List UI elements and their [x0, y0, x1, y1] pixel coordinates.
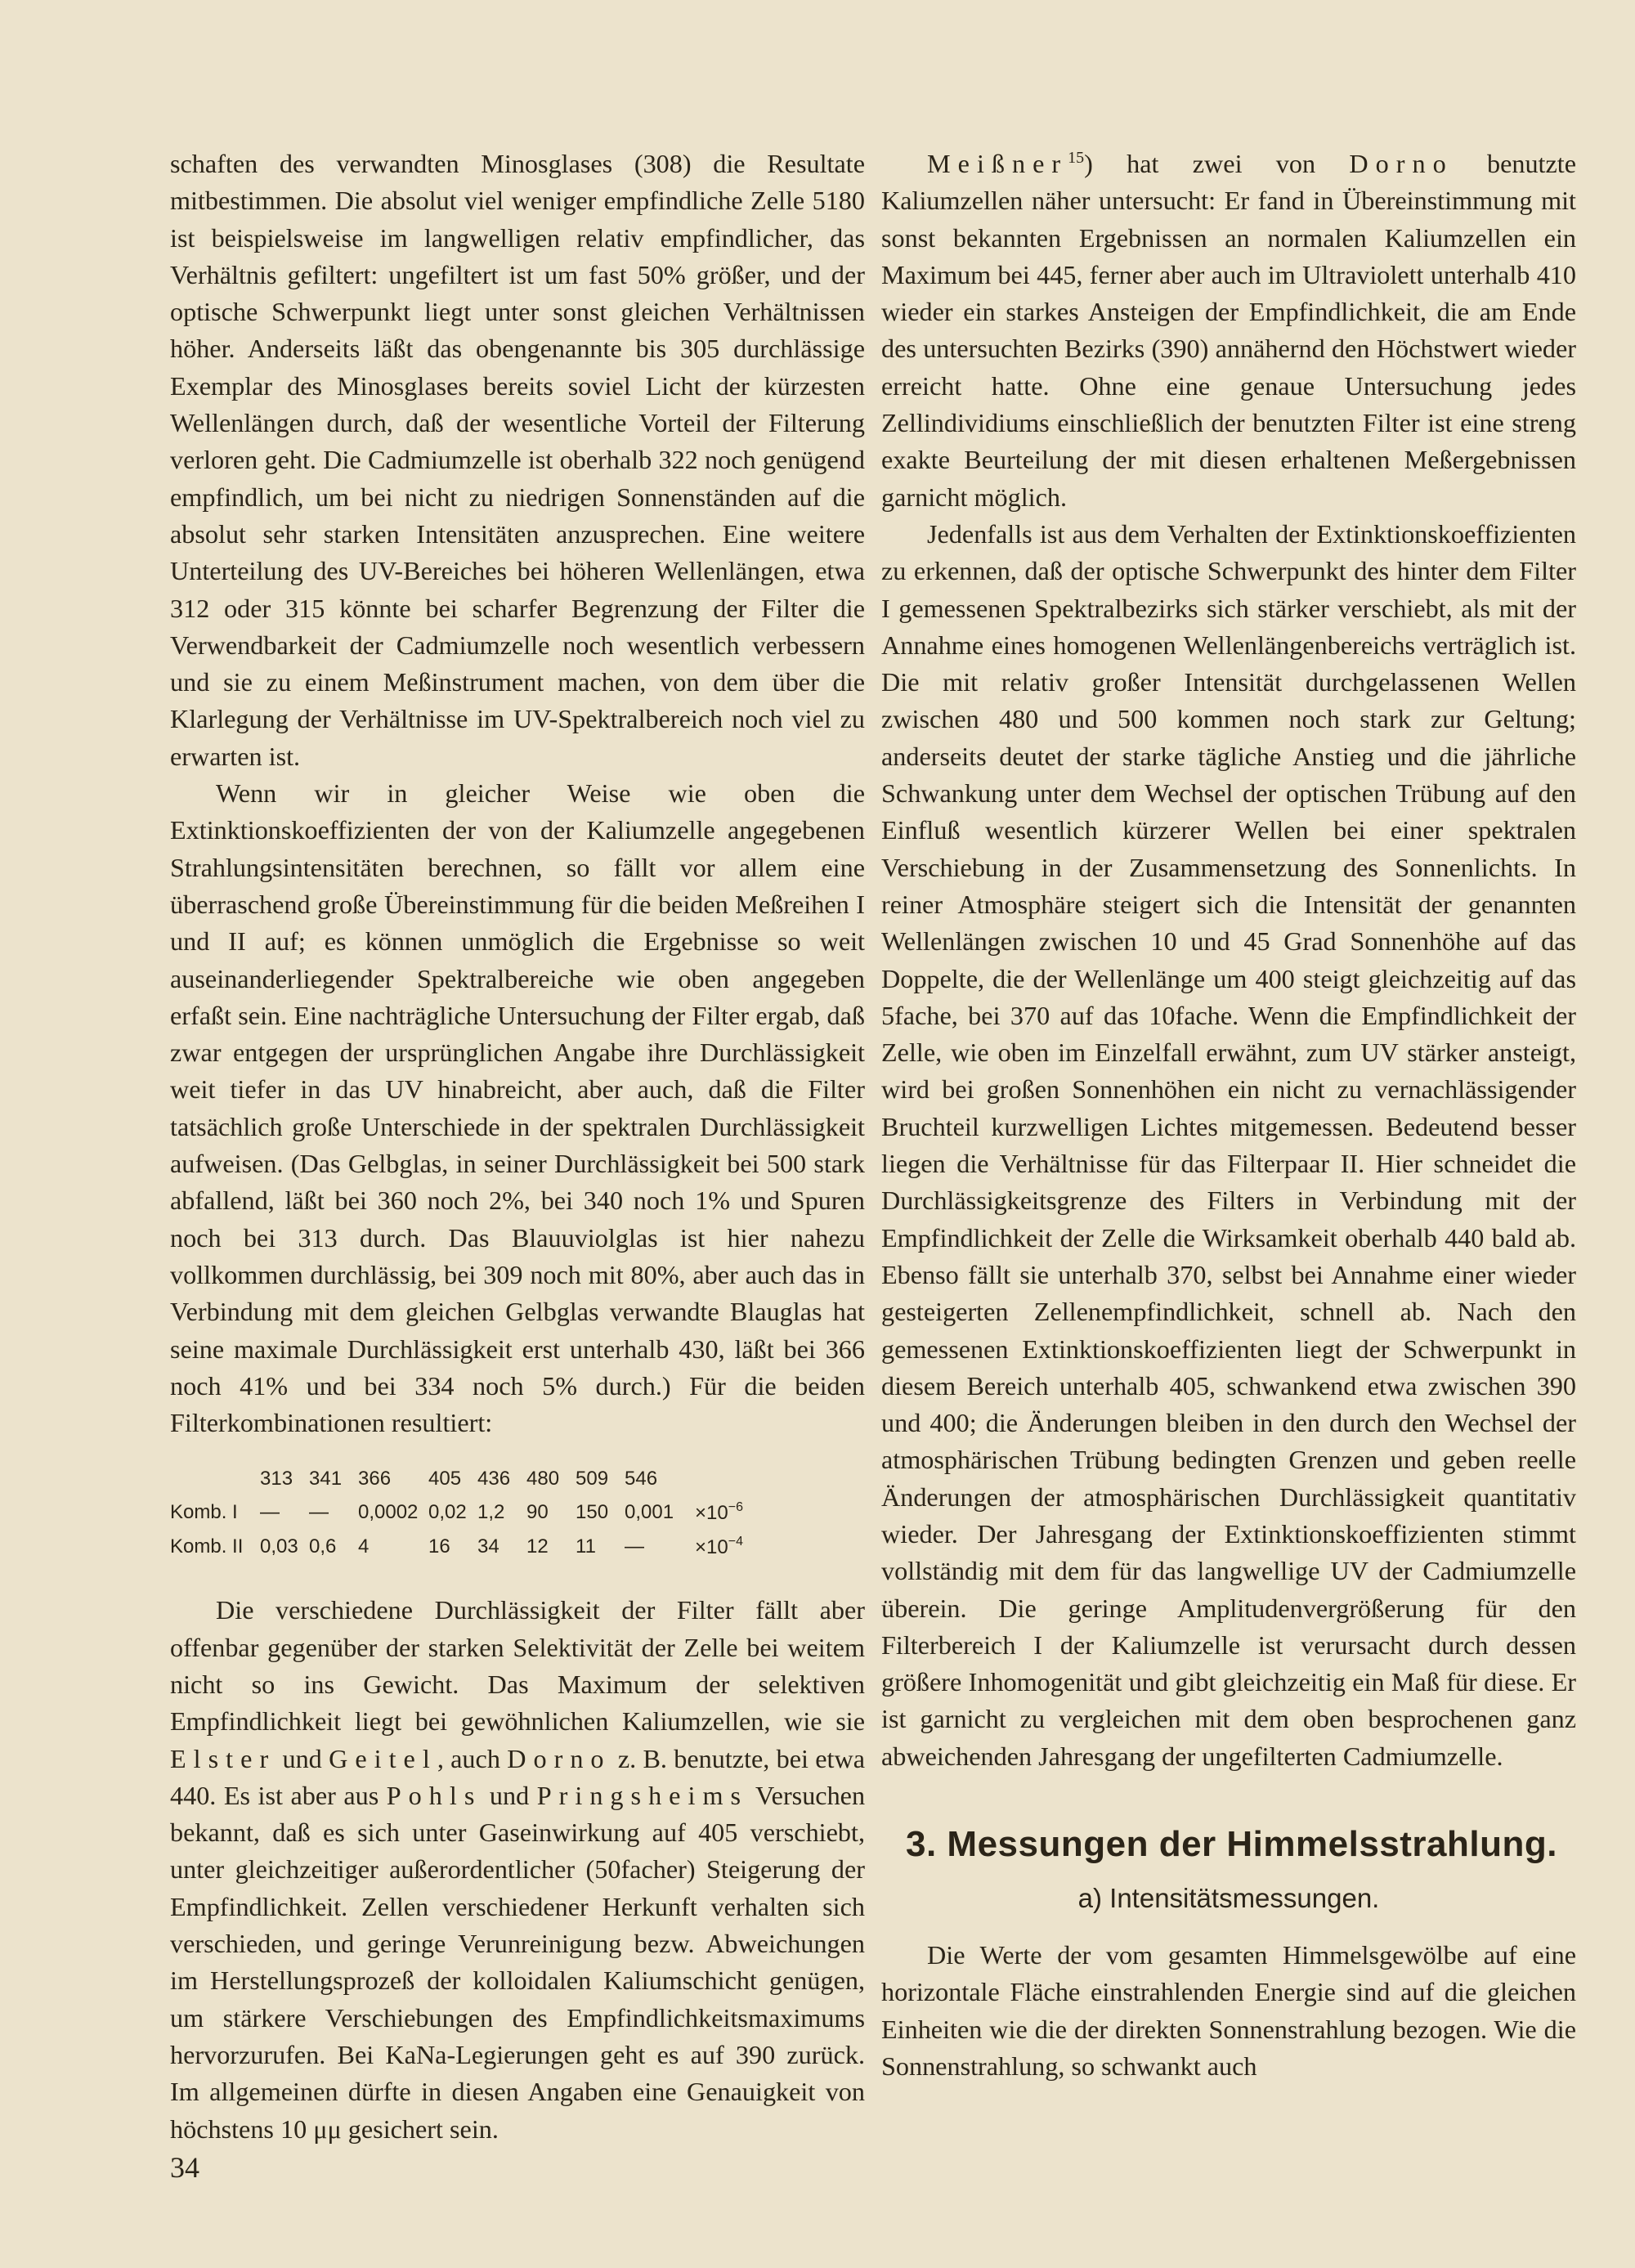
- right-column: [881, 146, 1576, 2085]
- table-cell: 16: [428, 1535, 450, 1558]
- subsection-heading: a) Intensitätsmessungen.: [1077, 1883, 1380, 1914]
- table-cell: 1,2: [477, 1501, 505, 1524]
- table-header-cell: 366: [358, 1468, 392, 1490]
- left-paragraph-3: Die verschiedene Durchlässigkeit der Filter fällt aber offenbar gegenüber der starken Selektivität der Zelle bei weitem nicht so ins Gewicht. Das Maximum der selektiven Empfindlichkeit liegt bei gewöhnlichen Kaliumzellen, wie sie Elster und Geitel, auch Dorno z. B. benutzte, bei etwa 440. Es ist aber aus Pohls und Pringsheims Versuchen bekannt, daß es sich unter Gaseinwirkung auf 405 verschiebt, unter gleichzeitiger außerordentlicher (50facher) Steigerung der Empfindlichkeit. Zellen verschiedener Herkunft verhalten sich verschieden, und geringe Verunreinigung bezw. Abweichungen im Herstellungsprozeß der kolloidalen Kaliumschicht genügen, um stärkere Verschiebungen des Empfindlichkeitsmaximums hervorzurufen. Bei KaNa-Legierungen geht es auf 390 zurück. Im allgemeinen dürfte in diesen Angaben eine Genauigkeit von höchstens 10 μμ gesichert sein.: [170, 1595, 866, 2144]
- table-unit: $\times 10^{-4}$: [695, 1535, 743, 1559]
- table-cell: 0,0002: [358, 1501, 419, 1524]
- author-pohls: Pohls: [386, 1780, 482, 1810]
- author-geitel: Geitel: [329, 1743, 437, 1773]
- table-row-label: Komb. I: [170, 1501, 238, 1524]
- right-paragraph-2: Jedenfalls ist aus dem Verhalten der Extinktionskoeffizienten zu erkennen, daß der optische Schwerpunkt des hinter dem Filter I gemessenen Spektralbezirks sich stärker verschiebt, als mit der Annahme eines homogenen Wellenlängenbereichs verträglich ist. Die mit relativ großer Intensität durchgelassenen Wellen zwischen 480 und 500 kommen noch stark zur Geltung; anderseits deutet der starke tägliche Anstieg und die jährliche Schwankung unter dem Wechsel der optischen Trübung auf den Einfluß wesentlich kürzerer Wellen bei einer spektralen Verschiebung in der Zusammensetzung des Sonnenlichts. In reiner Atmosphäre steigert sich die Intensität der genannten Wellenlängen zwischen 10 und 45 Grad Sonnenhöhe auf das Doppelte, die der Wellenlänge um 400 steigt gleichzeitig auf das 5fache, bei 370 auf das 10fache. Wenn die Empfindlichkeit der Zelle, wie oben im Einzelfall erwähnt, zum UV stärker ansteigt, wird bei großen Sonnenhöhen ein nicht zu vernachlässigender Bruchteil kurzwelligen Lichtes mitgemessen. Bedeutend besser liegen die Verhältnisse für das Filterpaar II. Hier schneidet die Durchlässigkeitsgrenze des Filters in Verbindung mit der Empfindlichkeit der Zelle die Wirksamkeit oberhalb 440 bald ab. Ebenso fällt sie unterhalb 370, selbst bei Annahme einer wieder gesteigerten Zellenempfindlichkeit, schnell ab. Nach den gemessenen Extinktionskoeffizienten liegt der Schwerpunkt in diesem Bereich unterhalb 405, schwankend etwa zwischen 390 und 400; die Änderungen bleiben in den durch den Wechsel der atmosphärischen Trübung bedingten Grenzen und geben reelle Änderungen der atmosphärischen Durchlässigkeit quantitativ wieder. Der Jahresgang der Extinktionskoeffizienten stimmt vollständig mit dem für das langwellige UV der Cadmiumzelle überein. Die geringe Amplitudenvergrößerung für den Filterbereich I der Kaliumzelle ist verursacht durch dessen größere Inhomogenität und gibt gleichzeitig ein Maß für diese. Er ist garnicht zu vergleichen mit dem oben besprochenen ganz abweichenden Jahresgang der ungefilterten Cadmiumzelle.: [881, 518, 1576, 1771]
- table-cell: 12: [526, 1535, 549, 1558]
- left-column: [170, 146, 865, 2148]
- author-dorno: Dorno: [1349, 149, 1454, 178]
- author-elster: Elster: [170, 1743, 276, 1773]
- table-row: [170, 1530, 752, 1564]
- table-header-cell: 546: [625, 1468, 658, 1490]
- author-dorno: Dorno: [507, 1743, 611, 1773]
- table-header-cell: 405: [428, 1468, 462, 1490]
- table-cell: 0,001: [625, 1501, 674, 1524]
- table-cell: —: [625, 1535, 644, 1558]
- table-cell: 34: [477, 1535, 499, 1558]
- table-cell: 90: [526, 1501, 549, 1524]
- table-cell: —: [309, 1501, 329, 1524]
- table-cell: 150: [576, 1501, 609, 1524]
- table-header-cell: 341: [309, 1468, 343, 1490]
- table-cell: 0,6: [309, 1535, 337, 1558]
- table-cell: 0,03: [260, 1535, 298, 1558]
- page-number: 34: [170, 2151, 199, 2184]
- table-cell: 11: [576, 1535, 596, 1558]
- right-paragraph-1: Meißner$^{15}$) hat zwei von Dorno benutzte Kaliumzellen näher untersucht: Er fand in Übereinstimmung mit sonst bekannten Ergebnissen an normalen Kaliumzellen ein Maximum bei 445, ferner aber auch im Ultraviolett unterhalb 410 wieder ein starkes Ansteigen der Empfindlichkeit, die am Ende des untersuchten Bezirks (390) annähernd den Höchstwert wieder erreicht hatte. Ohne eine genaue Untersuchung jedes Zellindividiums einschließlich der benutzten Filter ist eine streng exakte Beurteilung der mit diesen erhaltenen Meßergebnissen garnicht möglich.: [881, 149, 1576, 512]
- author-pringsheims: Pringsheims: [536, 1780, 749, 1810]
- table-header-row: [170, 1463, 752, 1495]
- table-header-cell: 436: [477, 1468, 511, 1490]
- table-row: [170, 1495, 752, 1530]
- right-paragraph-3: Die Werte der vom gesamten Himmelsgewölbe auf eine horizontale Fläche einstrahlenden Energie sind auf die gleichen Einheiten wie die der direkten Sonnenstrahlung bezogen. Wie die Sonnenstrahlung, so schwankt auch: [881, 1940, 1576, 2081]
- section-heading: 3. Messungen der Himmelsstrahlung.: [906, 1824, 1557, 1865]
- table-header-cell: 509: [576, 1468, 609, 1490]
- table-row-label: Komb. II: [170, 1535, 244, 1558]
- filter-combination-table: [170, 1463, 752, 1564]
- table-header-cell: 313: [260, 1468, 293, 1490]
- table-cell: 4: [358, 1535, 370, 1558]
- left-paragraph-1: schaften des verwandten Minosglases (308) die Resultate mitbestimmen. Die absolut viel weniger empfindliche Zelle 5180 ist beispielsweise im langwelligen relativ empfindlicher, das Verhältnis gefiltert: ungefiltert ist um fast 50% größer, und der optische Schwerpunkt liegt unter sonst gleichen Verhältnissen höher. Anderseits läßt das obengenannte bis 305 durchlässige Exemplar des Minosglases bereits soviel Licht der kürzesten Wellenlängen durch, daß der wesentliche Vorteil der Filterung verloren geht. Die Cadmiumzelle ist oberhalb 322 noch genügend empfindlich, um bei nicht zu niedrigen Sonnenständen auf die absolut sehr starken Intensitäten anzusprechen. Eine weitere Unterteilung des UV-Bereiches bei höheren Wellenlängen, etwa 312 oder 315 könnte bei scharfer Begrenzung der Filter die Verwendbarkeit der Cadmiumzelle noch wesentlich verbessern und sie zu einem Meßinstrument machen, von dem über die Klarlegung der Verhältnisse im UV-Spektralbereich noch viel zu erwarten ist.: [170, 149, 865, 771]
- table-cell: —: [260, 1501, 280, 1524]
- table-cell: 0,02: [428, 1501, 467, 1524]
- table-unit: $\times 10^{-6}$: [695, 1500, 743, 1525]
- footnote-reference: 15: [1068, 149, 1085, 167]
- table-header-cell: 480: [526, 1468, 560, 1490]
- author-meissner: Meißner: [927, 149, 1068, 178]
- left-paragraph-2: Wenn wir in gleicher Weise wie oben die Extinktionskoeffizienten der von der Kaliumzelle angegebenen Strahlungsintensitäten berechnen, so fällt vor allem eine überraschend große Übereinstimmung für die beiden Meßreihen I und II auf; es können unmöglich die Ergebnisse so weit auseinanderliegender Spektralbereiche wie oben angegeben erfaßt sein. Eine nachträgliche Untersuchung der Filter ergab, daß zwar entgegen der ursprünglichen Angabe ihre Durchlässigkeit weit tiefer in das UV hinabreicht, aber auch, daß die Filter tatsächlich große Unterschiede in der spektralen Durchlässigkeit aufweisen. (Das Gelbglas, in seiner Durchlässigkeit bei 500 stark abfallend, läßt bei 360 noch 2%, bei 340 noch 1% und Spuren noch bei 313 durch. Das Blauuviolglas ist hier nahezu vollkommen durchlässig, bei 309 noch mit 80%, aber auch das in Verbindung mit dem gleichen Gelbglas verwandte Blauglas hat seine maximale Durchlässigkeit erst unterhalb 430, läßt bei 366 noch 41% und bei 334 noch 5% durch.) Für die beiden Filterkombinationen resultiert:: [170, 778, 865, 1438]
